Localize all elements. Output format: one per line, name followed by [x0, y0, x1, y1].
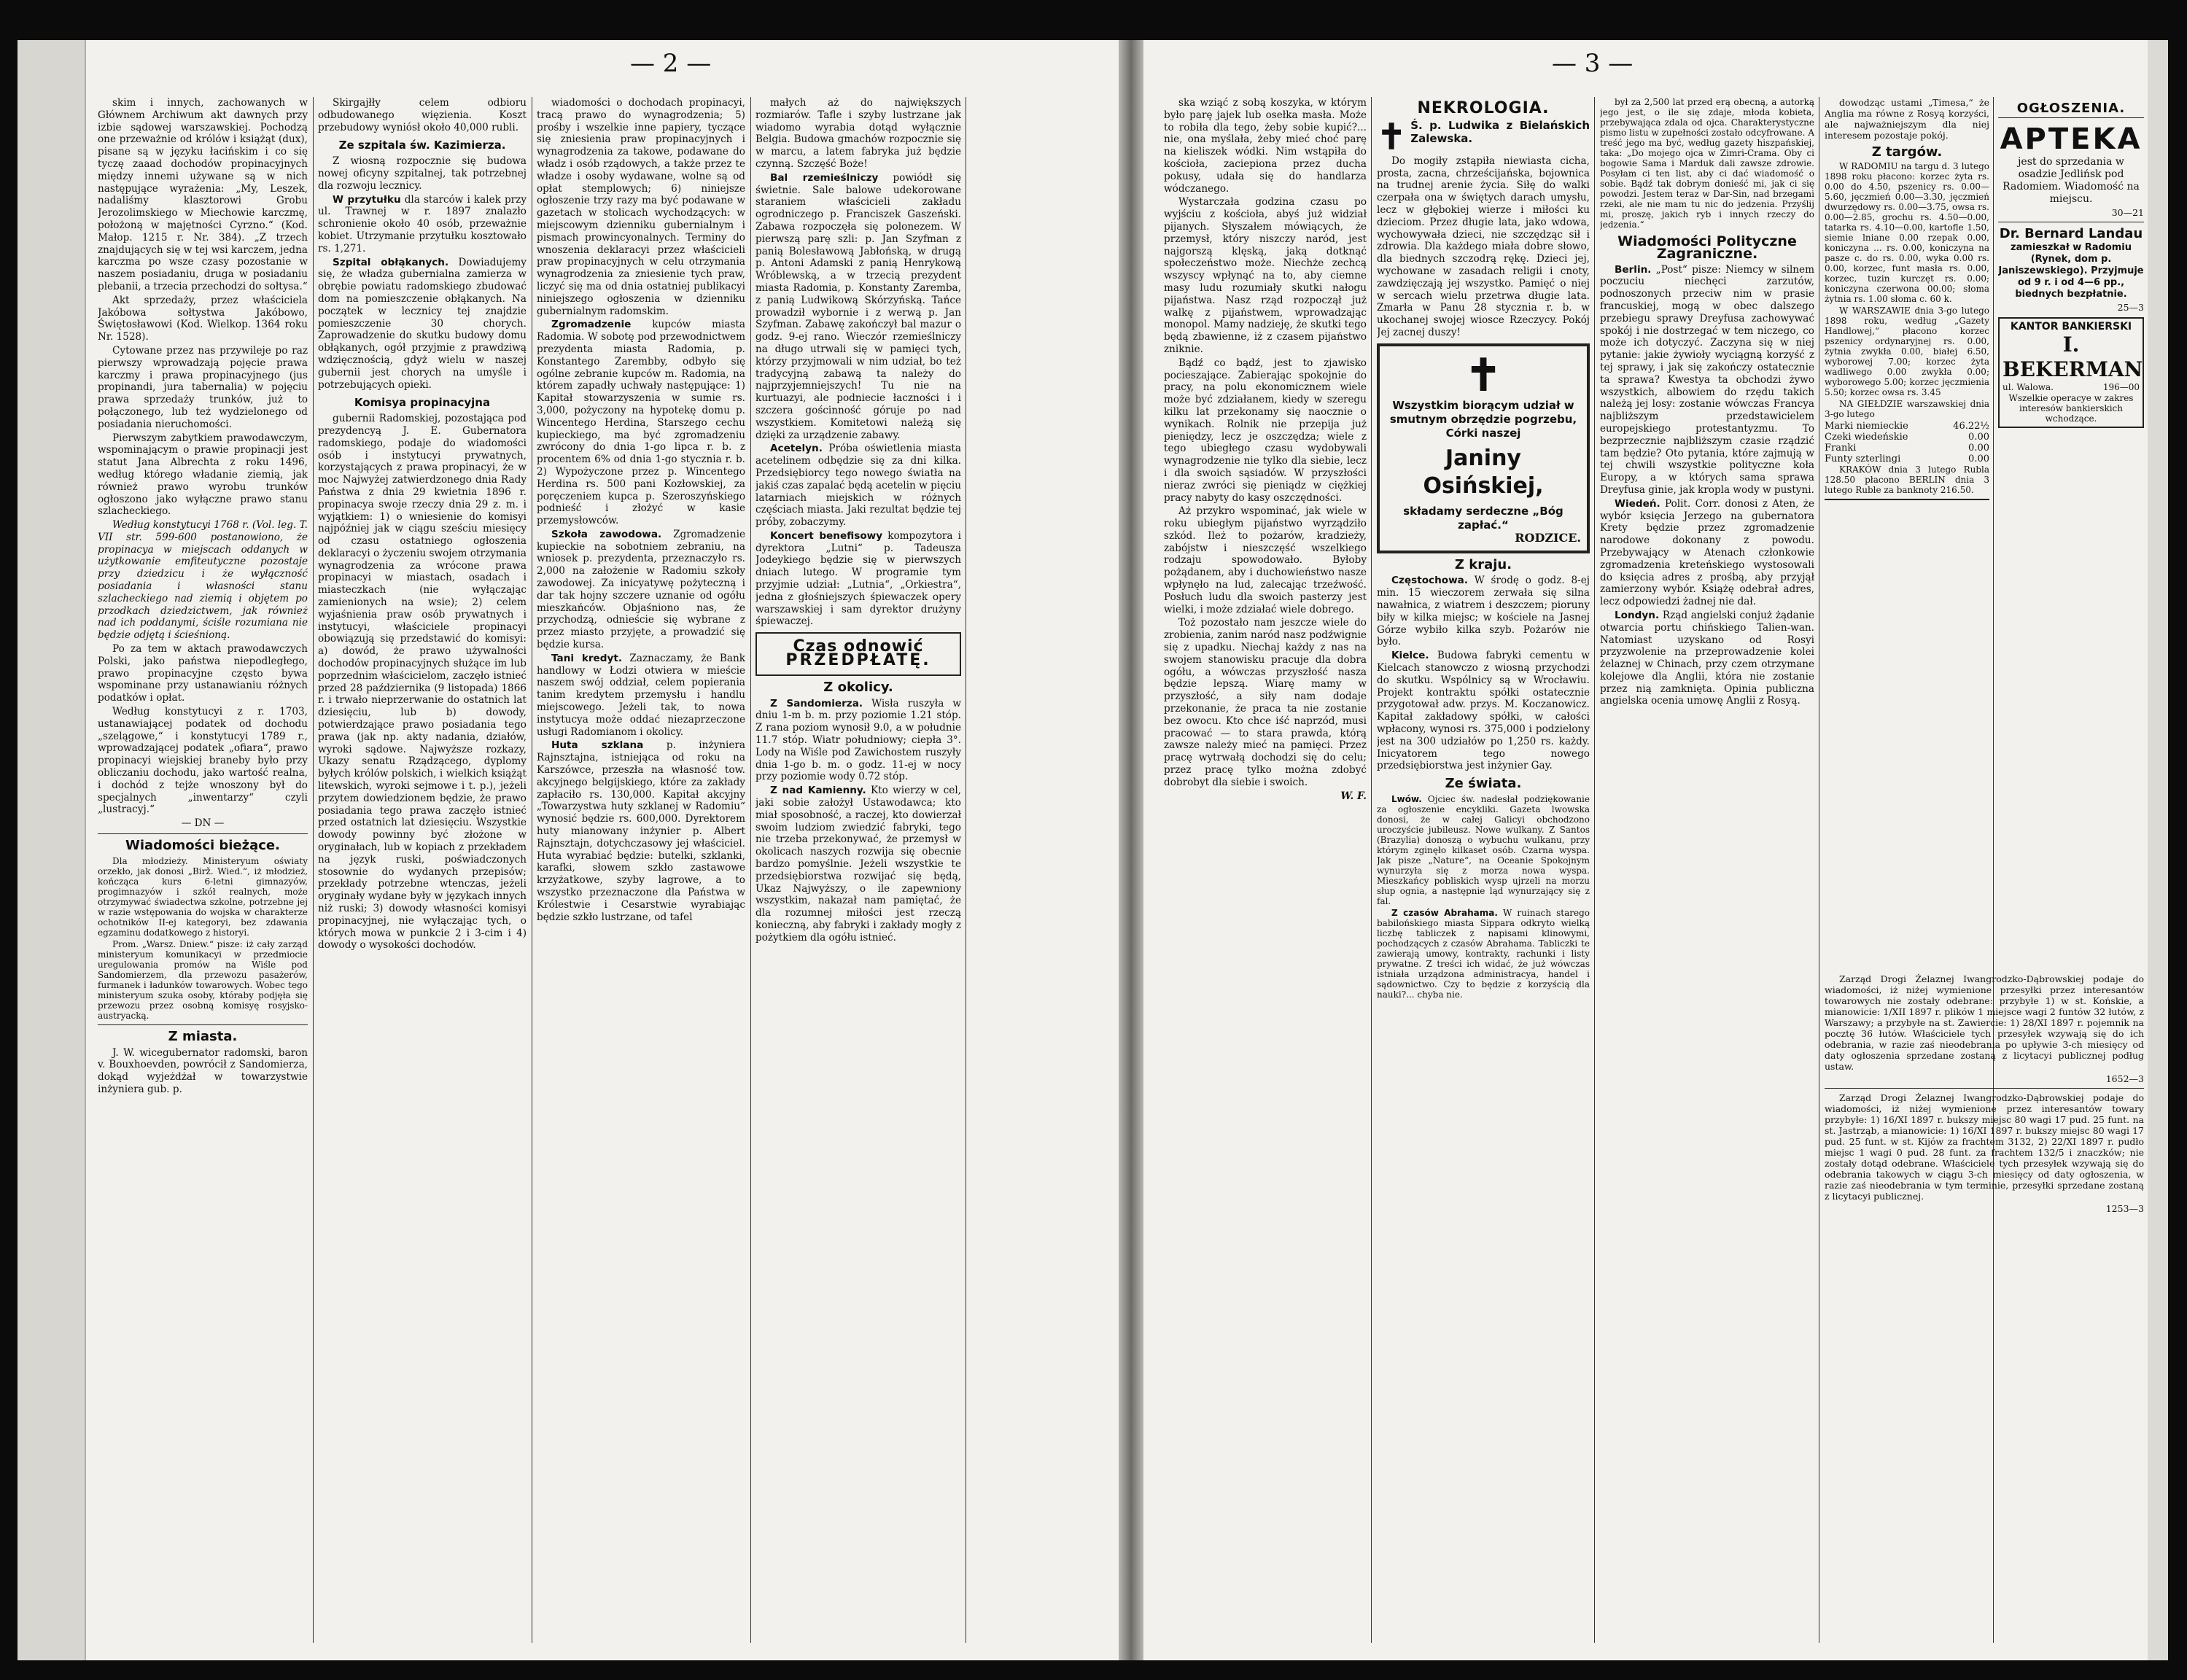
item-text: dla starców i kalek przy ul. Trawnej w r. 1897 znalazło schronienie około 40 osób, przeważnie kobiet. Utrzymanie przytułku kosztowało rs. 1,271. [318, 193, 527, 254]
exchange-heading: NA GIEŁDZIE warszawskiej dnia 3-go lutego [1825, 399, 1989, 419]
exchange-extra: KRAKÓW dnia 3 lutego Rubla 128.50 płacono BERLIN dnia 3 lutego Ruble za banknoty 216.50. [1825, 464, 1989, 495]
deceased-name: Janiny Osińskiej, [1423, 445, 1544, 499]
item-text: Wisła ruszyła w dniu 1-m b. m. przy poziomie 1.21 stóp. Z rana poziom wynosił 9.0, a w południe 11.7 stóp. Wiatr południowy; ciepła 3°. Lody na Wiśle pod Zawichostem ruszyły dnia 1-go b. m. o godz. 11-ej w nocy przy poziomie wody 0.72 stóp. [755, 697, 961, 783]
section-divider [1825, 499, 1989, 500]
doctor-name: Dr. Bernard Landau [1999, 226, 2143, 241]
paragraph [755, 785, 961, 944]
paragraph [755, 698, 961, 784]
subscription-notice [755, 632, 961, 676]
article-column-2 [318, 97, 527, 1643]
bank-address: ul. Walowa. [2003, 382, 2054, 392]
binding-margin [2148, 40, 2168, 1660]
ad-number: 30—21 [2111, 207, 2144, 218]
section-divider [98, 1024, 308, 1025]
item-lead: Tani kredyt. [551, 652, 623, 664]
paragraph: Wystarczała godzina czasu po wyjściu z kościoła, abyś już widział pijanych. Słyszałem mówiących, że przemysł, który niszczy naród, jest najgorszą klęską, jaką dotknąć społeczeństwo może. Niechże zechcą wszyscy wpłynąć na to, aby ciemne masy ludu rozumiały skutki nałogu pijaństwa. Nasz rząd rozpoczął już walkę z pijaństwem, wprowadzając monopol. Mamy nadzieję, że skutki tego będą zbawienne, iż z czasem pijaństwo zniknie. [1164, 196, 1367, 355]
section-heading: NEKROLOGIA. [1417, 99, 1550, 117]
item-lead: Częstochowa. [1391, 575, 1469, 587]
item-text: kompozytora i dyrektora „Lutni“ p. Tadeusza Jodeykiego będzie się w pierwszych dniach lutego. W programie tym przyjmie udział: „Lutnia“, „Orkiestra“, jedna z głośniejszych śpiewaczek opery warszawskiej i sam dyrektor drużyny śpiewaczej. [755, 529, 961, 628]
item-lead: Z nad Kamienny. [770, 785, 866, 797]
news-item: J. W. wicegubernator radomski, baron v. Bouxhoevden, powrócił z Sandomierza, dokąd wyjeżdżał w towarzystwie inżyniera gub. p. [98, 1046, 308, 1095]
rate-label: Czeki wiedeńskie [1825, 432, 1908, 443]
paragraph [1600, 610, 1814, 707]
item-text: Budowa fabryki cementu w Kielcach stanowczo z wiosną przychodzi do skutku. Wspólnicy są w Wrocławiu. Projekt kontraktu spółki ostatecznie przygotował adw. przys. M. Koczanowicz. Kapitał zakładowy spółki, w całości wpłacony, wynosi rs. 375,000 i podzielony jest na 300 udziałów po 1,250 rs. każdy. Inicyatorem tego nowego przedsiębiorstwa jest inżynier Gay. [1377, 650, 1590, 772]
item-heading: Ze szpitala św. Kazimierza. [338, 139, 506, 152]
rate-value: 0.00 [1968, 454, 1989, 464]
item-lead: Lwów. [1391, 793, 1422, 804]
item-text: Rząd angielski conjuż żądanie otwarcia portu chińskiego Talien-wan. Natomiast uzyskano od Rosyi przyzwolenie na przeprowadzenie kolei żelaznej w Chinach, przy czem otrzymane kolejowe dla Anglii, która nie zostanie przez nią zamknięta. Opinia publiczna angielska ocenia umowę Anglii z Rosyą. [1600, 609, 1814, 707]
section-divider [1825, 1088, 2144, 1089]
paragraph [537, 529, 745, 651]
item-lead: Szpital obłąkanych. [333, 256, 449, 268]
market-prices: W RADOMIU na targu d. 3 lutego 1898 roku płacono: korzec żyta rs. 0.00 do 4.50, pszenicy rs. 0.00—5.60, jęczmień 0.00—3.30, jęczmień dwurzędowy rs. 0.00—3.75, owsa rs. 0.00—2.85, grochu rs. 4.50—0.00, tatarka rs. 4.10—0.00, kartofle 1.50, siemie lniane 0.00 rzepak 0.00, koniczyna ... rs. 0.00, koniczyna na pasze c. do rs. 0.00, wyka 0.00 rs. 0.00, korzec, funt masła rs. 0.00, korzec, tuzin kurczęt rs. 0.00; koniczyna czerwona 00.00; słoma żytnia rs. 1.00 słoma c. 60 k. [1825, 161, 1989, 304]
item-text: Dowiadujemy się, że władza gubernialna zamierza w obrębie powiatu radomskiego zbudować dom na pomieszczenie obłąkanych. Na początek w lecznicy tej znajdzie pomieszczenie 30 chorych. Zaprowadzenie do skutku budowy domu obłąkanych, ogół przyjmie z prawdziwą wdzięcznością, gdyż wielu w naszej gubernii jest chorych na umyśle i potrzebujących opieki. [318, 256, 527, 391]
exchange-rates [1825, 421, 1989, 464]
ad-number: 1652—3 [2105, 1073, 2144, 1084]
paragraph: Skirgajłły celem odbioru odbudowanego więzienia. Koszt przebudowy wyniósł około 40,000 rubli. [318, 97, 527, 133]
item-text: „Post“ pisze: Niemcy w silnem poczuciu niechęci zarzutów, podnoszonych przeciw nim w prasie francuskiej, mogą w obec dalszego przebiegu sprawy Dreyfusa zachowywać spokój i nie dostrzegać w tem niczego, co może ich dotyczyć. Zaczyna się w niej pytanie: jakie żywioły wyciągną korzyść z tej sprawy, i jak się zakończy ostatecznie ta sprawa? Kwestya ta obchodzi żywo wszystkich, albowiem do rzędu takich należą jej losy: zostanie wówczas Francya najbliższym przedstawicielem europejskiego protestantyzmu. To bezprzecznie najbliższym czasie rządzić tam będzie? Oto pytania, które zajmują w tej chwili wszystkie polityczne koła Europy, a w których sama sprawa Dreyfusa ginie, jak kropla wody w pustyni. [1600, 263, 1814, 496]
rate-value: 0.00 [1968, 432, 1989, 443]
item-lead: Szkoła zawodowa. [551, 528, 662, 540]
paragraph [755, 172, 961, 442]
paragraph: ska wziąć z sobą koszyka, w którym było parę jajek lub osełka masła. Może to robiła dla tego, żeby sobie kupić?... nie, ona myślała, żeby mieć choć parę na kieliszek wódki. Nim wstąpiła do kościoła, zaciepiona przez ducha pokusy, udała się do handlarza wódczanego. [1164, 97, 1367, 195]
market-prices: W WARSZAWIE dnia 3-go lutego 1898 roku, według „Gazety Handlowej,“ płacono korzec pszenicy ordynaryjnej rs. 0.00, żytnia zwykła 0.00, białej 6.50, wyborowej 7.00; korzec żyta wadliwego 0.00 zwykła 0.00; wyborowego 5.00; korzec jęczmienia 5.50; korzec owsa rs. 3.45 [1825, 306, 1989, 397]
item-lead: Berlin. [1615, 263, 1652, 276]
rate-label: Funty szterlingi [1825, 454, 1901, 464]
right-page [1143, 40, 2168, 1660]
column-rule [1371, 97, 1372, 1643]
paragraph: Cytowane przez nas przywileje po raz pierwszy wprowadzają pojęcie prawa karczmy i prawa propinacyjnego (jus propinandi, jura tabernalia) w pojęciu prawa sprzedaży trunków, już to połączonego, lub też wydzielonego od posiadania nieruchomości. [98, 344, 308, 430]
section-heading: OGŁOSZENIA. [2016, 101, 2126, 116]
item-text: p. inżyniera Rajnsztajna, istniejąca od roku na Karszówce, przeszła na własność tow. akcyjnego belgijskiego, które za zakłady zapłaciło rs. 130,000. Kapitał akcyjny „Towarzystwa huty szklanej w Radomiu“ wynosić będzie rs. 600,000. Dyrektorem huty mianowany inżynier p. Albert Rajnsztajn, dotychczasowy jej właściciel. Huta wyrabiać będzie: butelki, szklanki, karafki, słowem szkło zastawowe krzyżatkowe, szyby lagrowe, a to wszystko przeznaczone dla Państwa w Królestwie i Cesarstwie wyrabiając będzie szkło lustrzane, od tafel [537, 739, 745, 923]
rate-row [1825, 454, 1989, 464]
article-signature: — DN — [181, 817, 225, 830]
paragraph [1377, 908, 1590, 1000]
rate-label: Marki niemieckie [1825, 421, 1908, 432]
doctor-ad-text: zamieszkał w Radomiu (Rynek, dom p. Janiszewskiego). Przyjmuje od 9 r. i od 4—6 pp., biednych bezpłatnie. [1998, 242, 2144, 300]
rate-label: Franki [1825, 443, 1857, 454]
obituary-header [1377, 116, 1590, 158]
section-heading: Z kraju. [1454, 556, 1512, 572]
item-text: Ojciec św. nadesłał podziękowanie za ogłoszenie encykliki. Gazeta lwowska donosi, że w całej Galicyi obchodzono uroczyście jubileusz. Nowe wulkany. Z Santos (Brazylia) donoszą o wybuchu wulkanu, przy którym zginęło kilkaset osób. Czarna wyspa. Jak pisze „Nature“, na Oceanie Spokojnym wynurzyła się z morza nowa wyspa. Mieszkańcy pobliskich wysp ujrzeli na morzu słup ognia, a następnie ląd wynurzający się z fal. [1377, 793, 1590, 906]
railway-notice: Zarząd Drogi Żelaznej Iwangrodzko-Dąbrowskiej podaje do wiadomości, iż niżej wymienione przez interesantów towary przybyłe: 1) 16/XI 1897 r. bukszy miejsc 80 wagi 17 pud. 25 funt. na st. Jastrząb, a mianowicie: 1) 16/XI 1897 r. bukszy miejsc 80 wagi 17 pud. 25 funt. w st. Kijów za frachtem 3132, 2) 22/XI 1897 r. pudło miejsc 1 wagi 0 pud. 28 funt. za frachtem 132/5 i znaczków; nie zostały dotąd odebrane. Właściciele tych przesyłek wzywają się do odebrania takowych w ciągu 3-ch miesięcy od daty ogłoszenia, w razie zaś nieodebrania w tym terminie, przesyłki sprzedane zostaną z licytacyi publicznej. [1825, 1092, 2144, 1202]
notice-text: Wszystkim biorącym udział w smutnym obrzędzie pogrzebu, Córki naszej [1389, 398, 1577, 440]
ad-number: 25—3 [2117, 302, 2144, 313]
item-lead: Zgromadzenie [551, 319, 632, 331]
section-heading: Wiadomości bieżące. [125, 838, 280, 854]
railway-notice: Zarząd Drogi Żelaznej Iwangrodzko-Dąbrowskiej podaje do wiadomości, iż niżej wymienione przesyłki przez interesantów towarowych nie zostały odebrane: przybyłe 1) w st. Końskie, a mianowicie: 1/XII 1897 r. plików 1 miejsce wagi 2 funtów 32 łutów, z Warszawy; a przybyłe na st. Zawiercie: 1) 28/XI 1897 r. pojemnik na pocztę 36 łutów. Właściciele tych przesyłek wzywają się do ich odebrania, w razie zaś nieodebrania po upływie 3-ch miesięcy od daty ogłoszenia sprzedane zostaną z licytacyi publicznej podług ustaw. [1825, 973, 2144, 1072]
item-lead: Wiedeń. [1615, 497, 1660, 510]
pharmacy-ad-text: jest do sprzedania w osadzie Jedlińsk pod Radomiem. Wiadomość na miejscu. [2003, 156, 2140, 205]
item-lead: Londyn. [1615, 609, 1660, 621]
article-column-4 [755, 97, 961, 1643]
item-text: Polit. Corr. donosi z Aten, że wybór księcia Jerzego na gubernatora Krety będzie przez zgromadzenie narodowe dokonany z powodu. Przebywający w Atenach członkowie zgromadzenia kreteńskiego wystosowali do księcia adres z prośbą, aby przyjął zamierzony wybór. Książę odebrał adres, lecz odpowiedzi żadnej nie dał. [1600, 497, 1814, 608]
paragraph: Z wiosną rozpocznie się budowa nowej oficyny szpitalnej, tak potrzebnej dla rozwoju lecznicy. [318, 155, 527, 192]
section-heading: Z targów. [1871, 144, 1943, 160]
paragraph: Do mogiły zstąpiła niewiasta cicha, prosta, zacna, chrześcijańska, bojownica na trudnej arenie życia. Siłę do walki czerpała ona w świętych darach umysłu, lecz w głębokiej wierze i miłości ku dzieciom. Przez długie lata, jako wdowa, wychowywała dzieci, nie szczędząc sił i zdrowia. Dla każdego miała dobre słowo, dla biednych szczodrą rękę. Dzieci jej, wychowane w zasadach religii i cnoty, zawdzięczają jej wszystko. Pamięć o niej w sercach wielu przetrwa długie lata. Zmarła w Panu 28 stycznia r. b. w ukochanej swojej wiosce Rzeczycy. Pokój Jej zacnej duszy! [1377, 155, 1590, 338]
paragraph [318, 257, 527, 392]
notice-thanks: składamy serdeczne „Bóg zapłać.“ [1403, 504, 1563, 532]
item-text: W środę o godz. 8-ej min. 15 wieczorem zerwała się silna nawałnica, z wiatrem i deszczem; pioruny biły w kilka miejsc; w kościele na Jasnej Górze wybiło kilka szyb. Pożarów nie było. [1377, 575, 1590, 648]
article-column-2 [1377, 97, 1590, 1643]
article-signature: W. F. [1340, 790, 1367, 802]
rate-row [1825, 432, 1989, 443]
paragraph: był za 2,500 lat przed erą obecną, a autorką jego jest, o ile się zdaje, młoda kobieta, przebywająca zdala od ojca. Charakterystyczne pismo listu w zupełności zostało odcyfrowane. A treść jego ma być, według gazety hiszpańskiej, taka: „Do mojego ojca w Zimri-Crama. Oby ci bogowie Sama i Marduk dali zawsze zdrowie. Posyłam ci ten list, aby ci dać wiadomość o sobie. Bądź tak dobrym donieść mi, jak ci się powodzi. Jestem teraz w Dar-Sin, nad brzegami rzeki, ale nie mam tu nic do jedzenia. Przyślij mi, proszę, jakich ryb i innych rzeczy do jedzenia.“ [1600, 97, 1814, 230]
paragraph [1600, 498, 1814, 608]
paragraph: Po za tem w aktach prawodawczych Polski, jako państwa niepodległego, prawo propinacyjne często bywa wspominane przy ustanawianiu różnych podatków i opłat. [98, 643, 308, 704]
column-rule [1594, 97, 1595, 1643]
rate-row [1825, 421, 1989, 432]
item-lead: Koncert benefisowy [770, 529, 883, 542]
paragraph [1600, 264, 1814, 497]
paragraph [537, 319, 745, 527]
item-text: powiódł się świetnie. Sale balowe udekorowane staraniem właścicieli zakładu ogrodniczego p. Franciszek Gaszeński. Zabawa rozpoczęła się polonezem. W pierwszą parę szli: p. Jan Szyfman z panią Bolesławową Jabłońską, w drugą p. Antoni Adamski z panią Henrykową Wróblewską, a w trzecią prezydent miasta Radomia, p. Konstanty Zaremba, z panią Ludwikową Skórzyńską. Tańce prowadził wybornie i z werwą p. Jan Szyfman. Zabawę zakończył bal mazur o godz. 9-ej rano. Wieczór rzemieślniczy na długo utrwali się w pamięci tych, którzy przyjmowali w nim udział, bo też tradycyjną zabawą ta należy do najprzyjemniejszych! Tu nie na kurtuazyi, ale podniecie łaczności i i szczera gościnność góruje po nad wszystkiem. Komitetowi należą się dzięki za urządzenie zabawy. [755, 171, 961, 441]
paragraph: Pierwszym zabytkiem prawodawczym, wspominającym o prawie propinacji jest statut Jana Albrechta z roku 1496, według którego władanie ziemią, jak również prawo wyrobu trunków ogłoszono jako wyłączne prawo stanu szlacheckiego. [98, 432, 308, 518]
pharmacy-ad-title: APTEKA [2000, 122, 2143, 156]
section-heading: Ze świata. [1445, 776, 1522, 792]
item-text: Kto wierzy w cel, jaki sobie założył Ustawodawca; kto miał sposobność, a raczej, kto dowierzał swoim ludziom zwiedzić fabryki, tego nie trzeba przekonywać, że przemysł w okolicach naszych rozwija się obecnie bardzo pomyślnie. Jeżeli wszystkie te przedsiębiorstwa rozwijać się będą, Ukaz Najwyższy, o ile zapewniony wszystkim, nakazał nam pamiętać, że dla rozumnej miłości jest rzeczą konieczną, aby fabryki i zakłady mogły z pożytkiem dla ogółu istnieć. [755, 785, 961, 944]
bank-address-row [2003, 382, 2140, 393]
bank-ad-text: Wszelkie operacye w zakres interesów bankierskich wchodzące. [2008, 393, 2134, 424]
item-text: Zgromadzenie kupieckie na sobotniem zebraniu, na wniosek p. prezydenta, przeznaczyło rs. 2,000 na założenie w Radomiu szkoły zawodowej. Za inicyatywę pożyteczną i dar tak hojny szczere uznanie od ogółu mieszkańców. Objaśniono nas, że przychodzą, odnieście się wybrane z przez miasto przyjęte, a prowadzić się będzie kursa. [537, 528, 745, 651]
section-divider [1998, 117, 2144, 118]
ad-number: 196—00 [2102, 382, 2140, 392]
paragraph: Według konstytucyi 1768 r. (Vol. leg. T. VII str. 599-600 postanowiono, że propinacya w miejscach oddanych w użytkowanie emfiteutyczne pozostaje przy dziedzicu i że wyłączność posiadania i własności stanu szlacheckiego nad ziemią i objętem po przodkach dziedzictwem, jak również nad ich poddanymi, ściśle rozumiana nie będzie odjętą i ścieśnioną. [98, 519, 308, 642]
item-lead: Kielce. [1391, 650, 1429, 662]
news-item: Dla młodzieży. Ministeryum oświaty orzekło, jak donosi „Birž. Wied.“, iż młodzież, kończąca kurs 6-letni gimnazyów, progimnazyów i szkół realnych, może otrzymywać świadectwa szkolne, potrzebne jej w razie wstępowania do wojska w charakterze ochotników II-ej kategoryi, bez zdawania egzaminu dodatkowego z historyi. [98, 855, 308, 938]
paragraph [1377, 575, 1590, 648]
item-text: W ruinach starego babilońskiego miasta Sippara odkryto wielką liczbę tabliczek z napisami klinowymi, pochodzących z czasów Abrahama. Tabliczki te zawierają umowy, kontrakty, rachunki i listy prywatne. Z treści ich widać, że już wówczas istniała urządzona administracya, handel i sądownictwo. Czy to będzie z korzyścią dla nauki?... chyba nie. [1377, 907, 1590, 1000]
paragraph: gubernii Radomskiej, pozostająca pod prezydencyą J. E. Gubernatora radomskiego, podaje do wiadomości osób i instytucyi prywatnych, korzystających z prawa propinacyi, że w moc Najwyżej zatwierdzonego dnia Rady Państwa z dnia 29 kwietnia 1896 r. propinacya swoje rzeczy dnia 29 z. m. i wyjątkiem: 1) o wniesienie do komisyi najpóźniej jak w ciągu sześciu miesięcy od czasu ostatniego ogłoszenia deklaracyi o życzeniu swojem otrzymania wynagrodzenia za wrócone prawa propinacyi w miastach, osadach i miasteczkach (nie wyłączając zamienionych na wsie); 2) celem wyjaśnienia praw osób prywatnych i instytucyi, właściciele propinacyi obowiązują się przedstawić do komisyi: a) dowód, że prawo używalności dochodów propinacyjnych służące im lub poprzednim właścicielom, zaczęło istnieć przed 28 października (9 listopada) 1866 r. i trwało nieprzerwanie do ostatnich lat dziesięciu, lub b) dowody, potwierdzające prawo posiadania tego prawa (jak np. akty nadania, działów, wyroki sądowe. Najwyższe rozkazy, Ukazy senatu Rządzącego, dyplomy byłych królów polskich, i wielkich książąt litewskich, wyroki sejmowe i t. p.), jeżeli przytem dowiedzionem będzie, że prawo posiadania tego prawa zaczęło istnieć przed ostatnich lat dziesięciu. Wszystkie dowody powinny być złożone w oryginałach, lub w kopiach z przekładem na język ruski, poświadczonych stosownie do wydanych przepisów; przekłady potrzebne wtenczas, jeżeli oryginały wydane były w językach innych niż ruski; 3) dowody własności komisyi propinacyjnej, nie wyłączając tych, o których mowa w punkcie 2 i 3-cim i 4) dowody o wysokości dochodów. [318, 413, 527, 952]
section-heading: Z okolicy. [823, 679, 893, 695]
notice-signature: RODZICE. [1515, 530, 1581, 545]
article-column-3 [1600, 97, 1814, 1643]
rate-row [1825, 443, 1989, 454]
item-lead: Acetelyn. [770, 443, 823, 455]
column-rule [313, 97, 314, 1643]
section-heading: Z miasta. [168, 1028, 238, 1044]
article-column-1 [1164, 97, 1367, 1643]
paragraph: wiadomości o dochodach propinacyi, tracą prawo do wynagrodzenia; 5) prośby i wszelkie inne papiery, tyczące się zniesienia praw propinacyjnych i wynagrodzenia za takowe, podawane do władz i osób rządowych, a także przez te władze i osoby wydawane, wolne są od opłat stemplowych; 6) niniejsze ogłoszenie trzy razy ma być podawane w gazetach w stolicach wychodzących: w miejscowym dzienniku gubernialnym i pismach prowincyonalnych. Terminy do wnoszenia deklaracyi przez właścicieli praw propinacyjnych w celu otrzymania wynagrodzenia za zniesienie tych praw, liczyć się ma od dnia ostatniej publikacyi niniejszego ogłoszenia w dzienniku gubernialnym radomskim. [537, 97, 745, 317]
bank-ad [1998, 317, 2144, 428]
mourning-notice [1377, 343, 1590, 553]
item-lead: Z czasów Abrahama. [1391, 907, 1498, 918]
article-column-1 [98, 97, 308, 1643]
item-lead: Huta szklana [551, 739, 644, 752]
railway-notices [1825, 973, 2144, 1637]
paragraph [755, 530, 961, 628]
paragraph: Toż pozostało nam jeszcze wiele do zrobienia, zanim naród nasz podźwignie się z upadku. Niechaj każdy z nas na swojem stanowisku pracuje dla dobra ogółu, a wówczas przyszłość nasza będzie lepszą. Wiarę mamy w przyszłość, a siły nam dodaje przekonanie, że praca ta nie zostanie bez owocu. Kto chce iść naprzód, musi pracować — to stara prawda, którą zawsze należy mieć na pamięci. Przez pracę wytrwałą dochodzi się do celu; przez pracę tylko można zdobyć dobrobyt dla siebie i swoich. [1164, 617, 1367, 788]
paragraph [1377, 650, 1590, 772]
item-text: Zaznaczamy, że Bank handlowy w Łodzi otwiera w mieście naszem swój oddział, celem popierania tanim kredytem przemysłu i handlu miejscowego. Jeżeli tak, to nowa instytucya może oddać niezaprzeczone usługi Radomianom i okolicy. [537, 652, 745, 738]
bank-header: KANTOR BANKIERSKI [2010, 321, 2132, 332]
notice-line: Czas odnowić [793, 637, 924, 656]
paragraph: Bądź co bądź, jest to zjawisko pocieszające. Zabierając spokojnie do pracy, na polu ekonomicznem wiele może być zdziałanem, kiedy w szeregu kilku lat przekonamy się naocznie o wynikach. Rolnik nie przepija już pieniędzy, lecz je oszczędza; wiele z tego ubiegłego czasu wydobywali wynagrodzenie nie tylko dla siebie, lecz i dla swoich sąsiadów. W przyszłości nieraz zwróci się pieniądz w ciężkiej pracy nabyty do kasy oszczędności. [1164, 357, 1367, 504]
binding-margin [18, 40, 86, 1660]
notice-line: PRZEDPŁATĘ. [785, 651, 931, 670]
news-item: Prom. „Warsz. Dniew.“ pisze: iż cały zarząd ministeryum komunikacyi w przedmiocie uregulowania promów na Wiśle pod Sandomierzem, dla przewozu pasażerów, furmanek i ładunków towarowych. Wobec tego ministeryum szuka osoby, któraby podjęła się przewozu przez osobną komisyę rosyjsko-austryacką. [98, 938, 308, 1021]
obituary-title: Ś. p. Ludwika z Bielańskich Zalewska. [1410, 118, 1590, 145]
page-number: — 3 — [1552, 49, 1634, 78]
paragraph: dowodząc ustami „Timesa,“ że Anglia ma równe z Rosyą korzyści, ale najważniejszym dla niej interesem pozostaje pokój. [1825, 97, 1989, 141]
item-lead: Bal rzemieślniczy [770, 171, 879, 184]
cross-icon: ✝ [1464, 349, 1502, 401]
item-lead: Z Sandomierza. [770, 697, 863, 709]
bank-name: I. BEKERMAN [2003, 332, 2143, 381]
book-gutter [1119, 40, 1143, 1660]
paragraph: skim i innych, zachowanych w Głównem Archiwum akt dawnych przy izbie sądowej warszawskiej. Pochodzą one przeważnie od królów i książąt (dux), pisane są w języku łacińskim i co się tyczę zaaad dochodów propinacyjnych między innemi używane są w nich następujące wyrażenia: „My, Leszek, nadaliśmy klasztorowi Grobu Jerozolimskiego w Miechowie karczmę, położoną w majętności Cyrzno.“ (Kod. Małop. 1215 r. Nr. 384). „Z trzech znajdujących się w tej wsi karczem, jedna karczma po wsze czasy pozostanie w naszem posiadaniu, druga w posiadaniu plebanii, a trzecia przechodzi do sołtysa.“ [98, 97, 308, 292]
rate-value: 0.00 [1968, 443, 1989, 454]
page-number: — 2 — [630, 49, 712, 78]
item-lead: W przytułku [333, 193, 401, 206]
paragraph: małych aż do największych rozmiarów. Tafle i szyby lustrzane jak wiadomo wyrabia dotąd wyłącznie Belgia. Budowa gmachów rozpocznie się w marcu, a latem fabryka już będzie czynną. Szczęść Boże! [755, 97, 961, 170]
item-text: Próba oświetlenia miasta acetelinem odbędzie się za dni kilka. Przedsiębiorcy tego nowego światła na jakiś czas zapalać będą acetelin w pięciu latarniach miejskich w różnych częściach miasta. Jaki rezultat będzie tej próby, zobaczymy. [755, 443, 961, 529]
paragraph [318, 194, 527, 255]
section-heading: Wiadomości Polityczne Zagraniczne. [1617, 233, 1797, 262]
paragraph [755, 443, 961, 529]
ad-number: 1253—3 [2105, 1203, 2144, 1214]
paragraph: Według konstytucyi z r. 1703, ustanawiającej podatek od dochodu „szelągowe,“ i konstytucyi 1789 r., wprowadzającej podatek „ofiara“, prawo propinacyi wiejskiej braneby było przy obliczaniu dochodu, jako wartość realna, i dochód z tejże wnoszony był do specjalnych „inwentarzy“ czyli „lustracyj.“ [98, 706, 308, 816]
item-heading: Komisya propinacyjna [354, 396, 491, 410]
paragraph [537, 739, 745, 923]
paragraph: Akt sprzedaży, przez właściciela Jakóbowa sołtystwa Jakóbowo, Świętosławowi (Kod. Wielkop. 1364 roku Nr. 1528). [98, 294, 308, 343]
column-rule [750, 97, 751, 1643]
paragraph: Aż przykro wspominać, jak wiele w roku ubiegłym pijaństwo wyrządziło szkód. Ileż to pożarów, kradzieży, zabójstw i nieszczęść wszelkiego rodzaju spowodowało. Byłoby pożądanem, aby i duchowieństwo nasze wpłynęło na lud, zalecając trzeźwość. Posłuch ludu dla swoich pasterzy jest wielki, i może zdziałać wiele dobrego. [1164, 505, 1367, 615]
paragraph [537, 653, 745, 739]
rate-value: 46.22½ [1953, 421, 1989, 432]
paragraph [1377, 794, 1590, 906]
item-text: kupców miasta Radomia. W sobotę pod przewodnictwem prezydenta miasta Radomia, p. Konstantego Zarembby, odbyło się ogólne zebranie kupców m. Radomia, na którem zapadły uchwały następujące: 1) Kapitał stowarzyszenia w sumie rs. 3,000, pożyczony na hypotekę domu p. Wincentego Herdina, Starszego cechu kupieckiego, ma być zgromadzeniu zwrócony do dnia 1-go lipca r. b. z procentem 6% od dnia 1-go stycznia r. b. 2) Wypożyczone przez p. Wincentego Herdina rs. 500 pani Kozłowskiej, za poręczeniem kupca p. Szeroszyńskiego podnieść i złożyć w kasie przemysłowców. [537, 319, 745, 527]
left-page [18, 40, 1119, 1660]
cross-icon: ✝ [1377, 116, 1407, 158]
section-divider [98, 833, 308, 834]
article-column-3 [537, 97, 745, 1643]
